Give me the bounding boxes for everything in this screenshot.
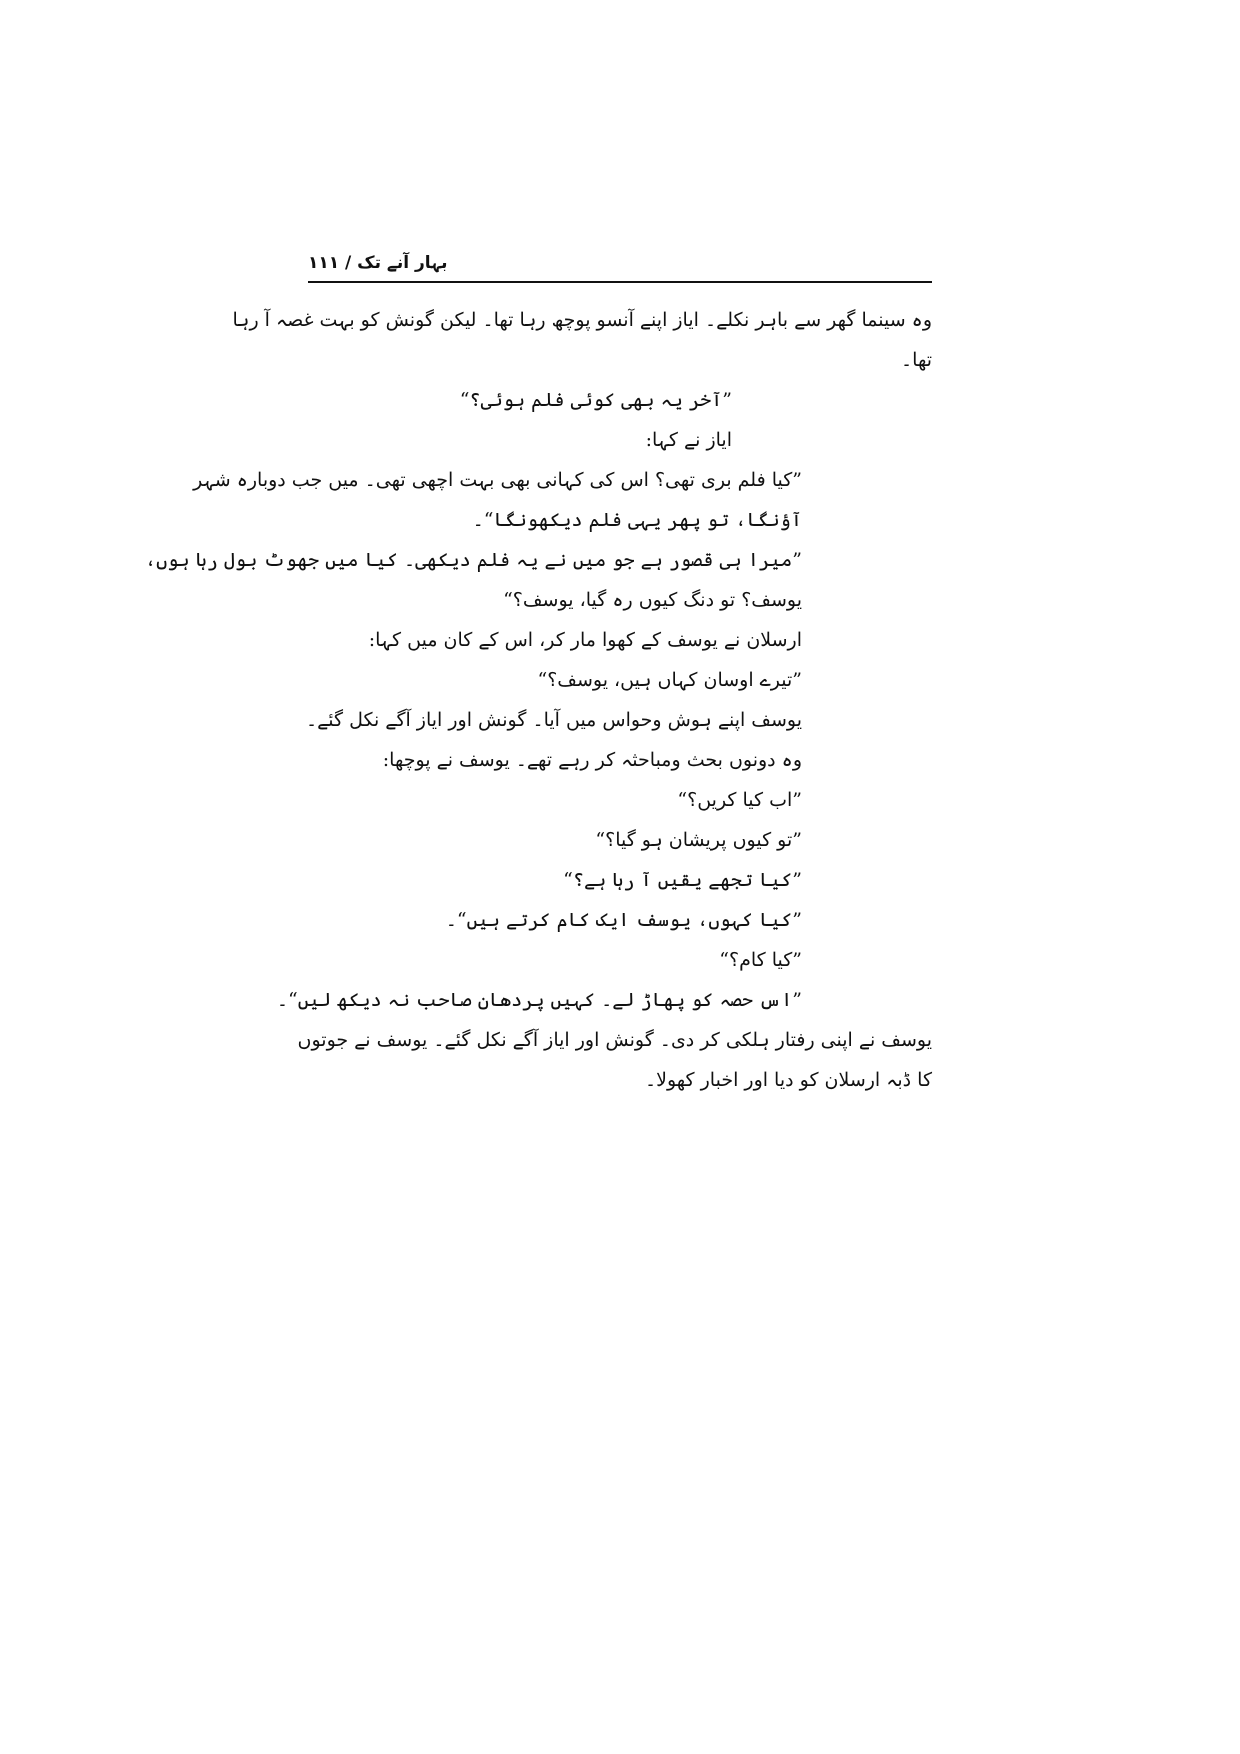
dialogue-line: ”کیا کہوں، یوسف ایک کام کرتے ہیں“۔ <box>445 909 802 931</box>
dialogue-line: یوسف؟ تو دنگ کیوں رہ گیا، یوسف؟“ <box>503 589 802 611</box>
running-header: بہار آنے تک / ۱۱۱ <box>308 253 448 273</box>
dialogue-line: ”تیرے اوسان کہاں ہیں، یوسف؟“ <box>537 669 802 691</box>
header-divider <box>308 281 932 283</box>
paragraph-line: تھا۔ <box>901 349 932 371</box>
dialogue-line: ”کیا تجھے یقیں آ رہا ہے؟“ <box>563 869 802 891</box>
page-body <box>145 300 932 1100</box>
dialogue-line: ”اس حصہ کو پھاڑ لے۔ کہیں پردھان صاحب نہ دیکھ لیں“۔ <box>276 989 802 1011</box>
dialogue-line: ”آخر یہ بھی کوئی فلم ہوئی؟“ <box>459 389 732 411</box>
narration-line: یوسف اپنے ہوش وحواس میں آیا۔ گونش اور ایاز آگے نکل گئے۔ <box>306 709 802 731</box>
narration-line: وہ دونوں بحث ومباحثہ کر رہے تھے۔ یوسف نے پوچھا: <box>382 749 802 771</box>
dialogue-line: ”کیا فلم بری تھی؟ اس کی کہانی بھی بہت اچھی تھی۔ میں جب دوبارہ شہر <box>193 469 802 491</box>
paragraph-line: وہ سینما گھر سے باہر نکلے۔ ایاز اپنے آنسو پوچھ رہا تھا۔ لیکن گونش کو بہت غصہ آ رہا <box>232 309 932 331</box>
paragraph-line: کا ڈبہ ارسلان کو دیا اور اخبار کھولا۔ <box>645 1069 932 1091</box>
paragraph-line: یوسف نے اپنی رفتار ہلکی کر دی۔ گونش اور ایاز آگے نکل گئے۔ یوسف نے جوتوں <box>297 1029 932 1051</box>
dialogue-line: ”میرا ہی قصور ہے جو میں نے یہ فلم دیکھی۔ کیا میں جھوٹ بول رہا ہوں، <box>145 549 802 571</box>
dialogue-line: آؤنگا، تو پھر یہی فلم دیکھونگا“۔ <box>472 509 802 531</box>
dialogue-line: ”کیا کام؟“ <box>719 949 802 971</box>
dialogue-line: ”تو کیوں پریشان ہو گیا؟“ <box>595 829 802 851</box>
page-header <box>308 250 932 280</box>
narration-line: ارسلان نے یوسف کے کھوا مار کر، اس کے کان میں کہا: <box>368 629 802 651</box>
dialogue-line: ”اب کیا کریں؟“ <box>677 789 802 811</box>
narration-line: ایاز نے کہا: <box>645 429 732 451</box>
